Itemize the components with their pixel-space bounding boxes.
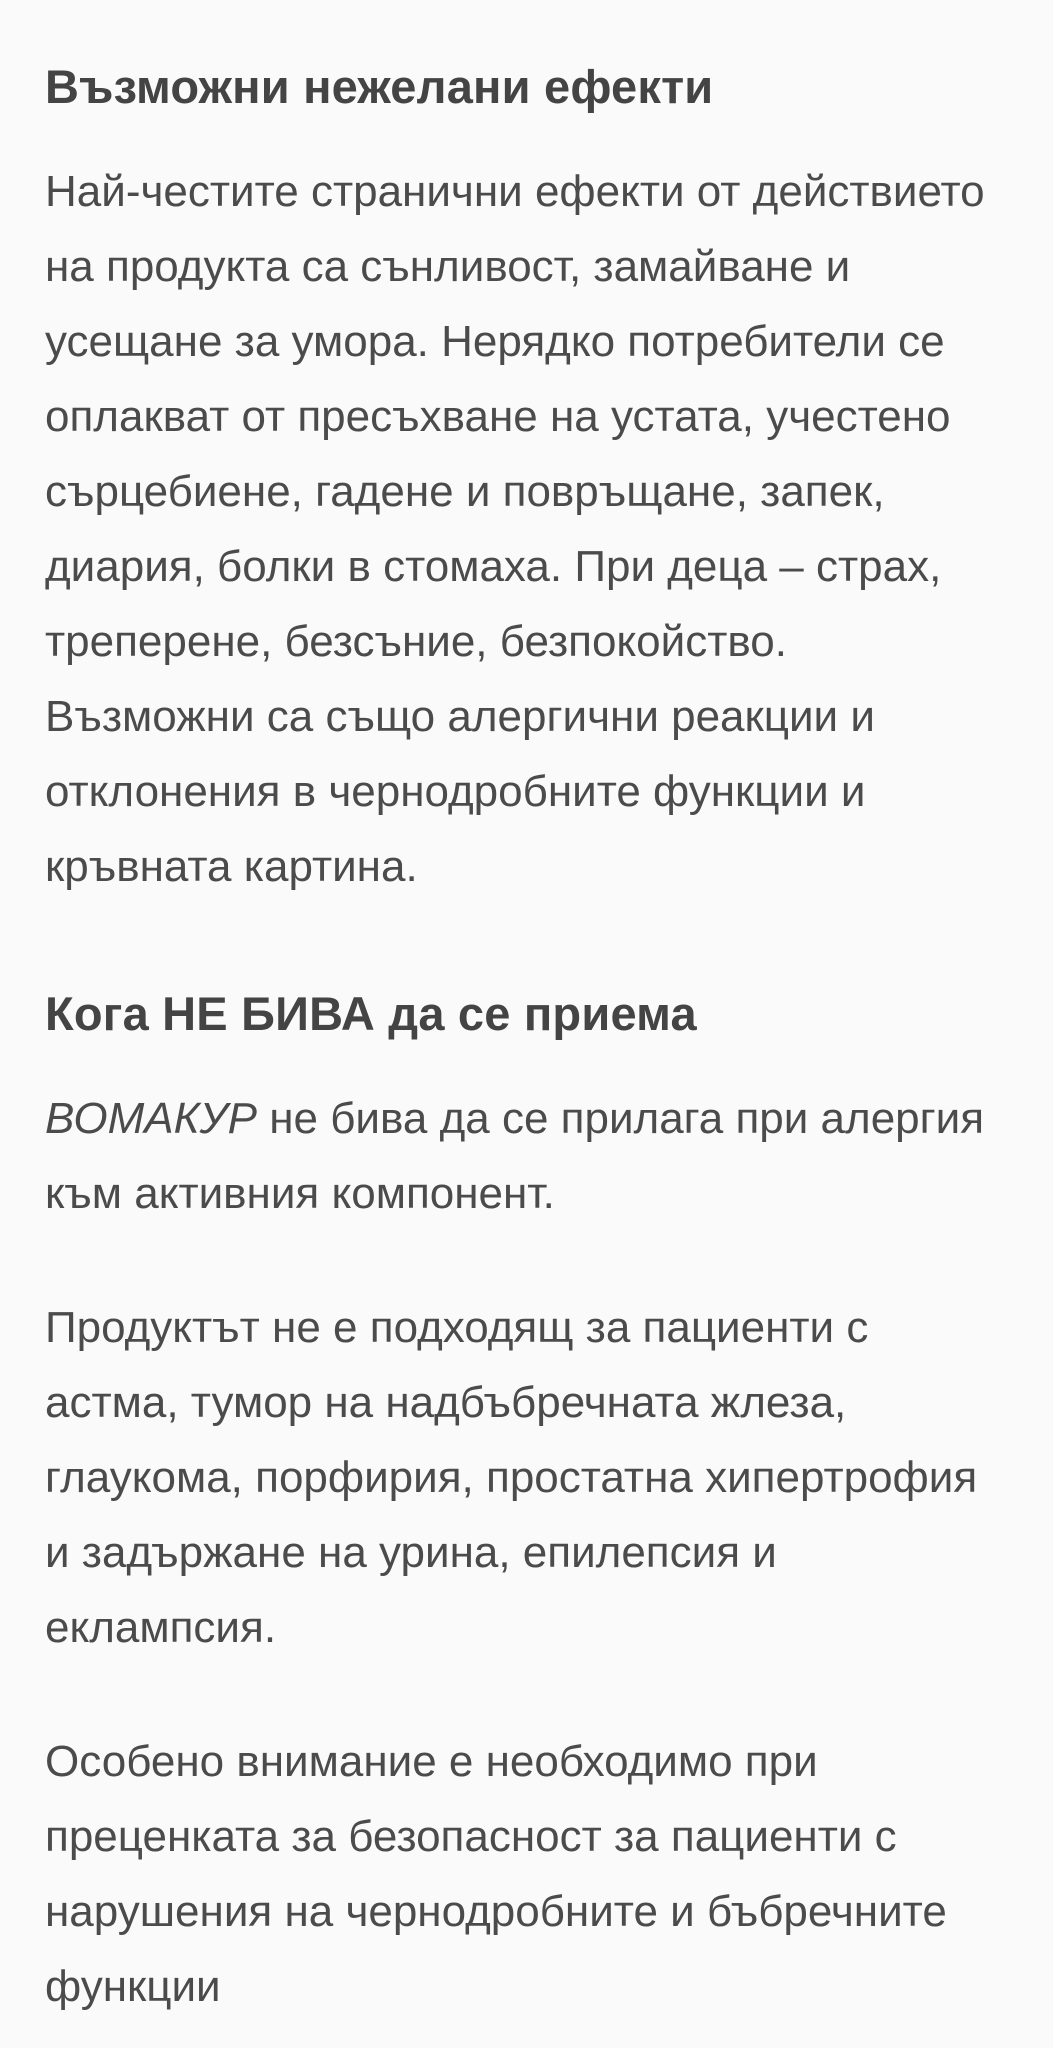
caution-paragraph: Особено внимание е необходимо при преценката за безопасност за пациенти с нарушения на чернодробните и бъбречните функции	[45, 1737, 947, 2011]
product-name: ВОМАКУР	[45, 1094, 258, 1143]
contraindications-paragraph-conditions: Продуктът не е подходящ за пациенти с астма, тумор на надбъбречната жлеза, глаукома, порфирия, простатна хипертрофия и задържане на урина, епилепсия и еклампсия.	[45, 1303, 978, 1652]
allergy-text: не бива да се прилага при алергия към активния компонент.	[45, 1094, 985, 1218]
section-heading-side-effects: Възможни нежелани ефекти	[45, 60, 714, 113]
section-heading-contraindications: Кога НЕ БИВА да се приема	[45, 987, 697, 1040]
contraindications-paragraph-allergy	[45, 1081, 1008, 1231]
side-effects-paragraph: Най-честите странични ефекти от действието на продукта са сънливост, замайване и усещане за умора. Нерядко потребители се оплакват от пресъхване на устата, учестено сърцебиене, гадене и повръщане, запек, диария, болки в стомаха. При деца – страх, треперене, безсъние, безпокойство. Възможни са също алергични реакции и отклонения в чернодробните функции и кръвната картина.	[45, 167, 985, 891]
